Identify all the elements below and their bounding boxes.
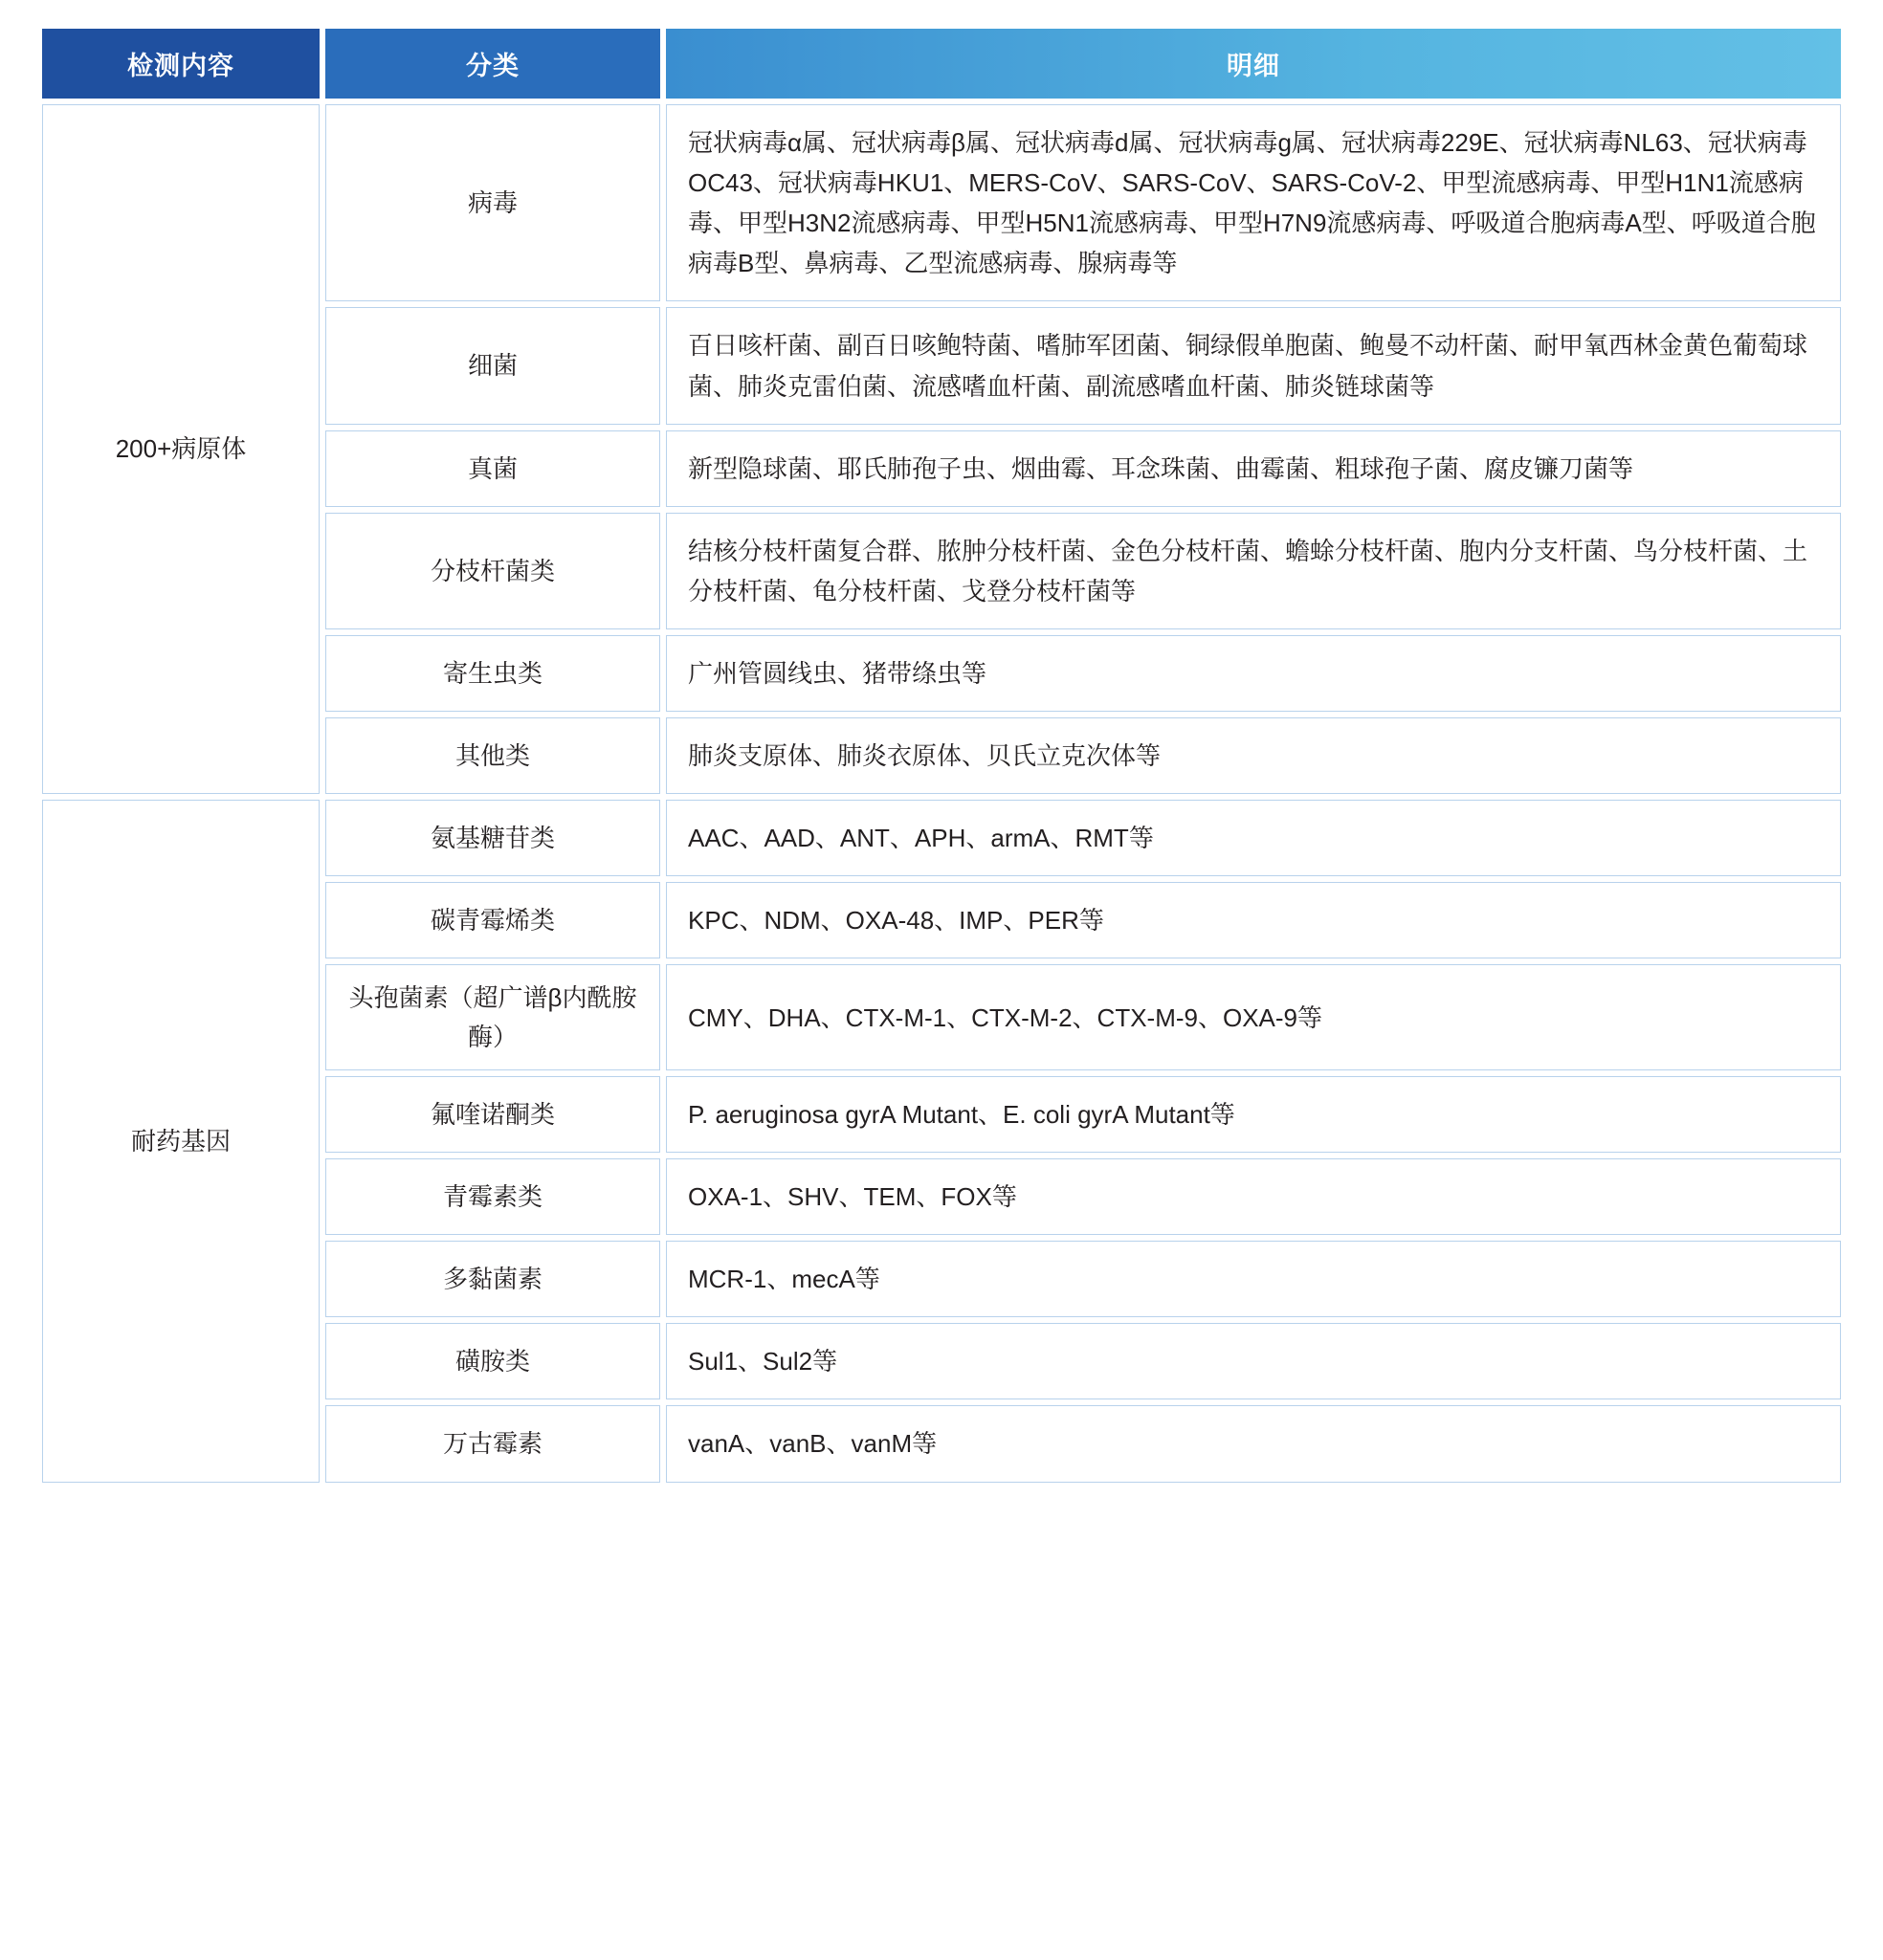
detail-cell: AAC、AAD、ANT、APH、armA、RMT等: [666, 800, 1841, 876]
detail-cell: 肺炎支原体、肺炎衣原体、贝氏立克次体等: [666, 717, 1841, 794]
category-cell: 真菌: [325, 430, 660, 507]
category-cell: 病毒: [325, 104, 660, 301]
category-cell: 其他类: [325, 717, 660, 794]
group-label-pathogens: 200+病原体: [42, 104, 320, 794]
detail-cell: 结核分枝杆菌复合群、脓肿分枝杆菌、金色分枝杆菌、蟾蜍分枝杆菌、胞内分支杆菌、鸟分枝杆菌、土分枝杆菌、龟分枝杆菌、戈登分枝杆菌等: [666, 513, 1841, 629]
table-row: [42, 800, 1841, 876]
category-cell: 万古霉素: [325, 1405, 660, 1482]
category-cell: 氨基糖苷类: [325, 800, 660, 876]
detail-cell: CMY、DHA、CTX-M-1、CTX-M-2、CTX-M-9、OXA-9等: [666, 964, 1841, 1070]
category-cell: 碳青霉烯类: [325, 882, 660, 958]
table-body: [42, 104, 1841, 1483]
detail-cell: 百日咳杆菌、副百日咳鲍特菌、嗜肺军团菌、铜绿假单胞菌、鲍曼不动杆菌、耐甲氧西林金黄色葡萄球菌、肺炎克雷伯菌、流感嗜血杆菌、副流感嗜血杆菌、肺炎链球菌等: [666, 307, 1841, 424]
category-cell: 青霉素类: [325, 1158, 660, 1235]
table-header-row: [42, 29, 1841, 99]
table-row: [42, 104, 1841, 301]
table-header: [42, 29, 1841, 99]
category-cell: 氟喹诺酮类: [325, 1076, 660, 1153]
header-details: 明细: [666, 29, 1841, 99]
detail-cell: KPC、NDM、OXA-48、IMP、PER等: [666, 882, 1841, 958]
header-detection-content: 检测内容: [42, 29, 320, 99]
detail-cell: vanA、vanB、vanM等: [666, 1405, 1841, 1482]
category-cell: 头孢菌素（超广谱β内酰胺酶）: [325, 964, 660, 1070]
category-cell: 多黏菌素: [325, 1241, 660, 1317]
detail-cell: OXA-1、SHV、TEM、FOX等: [666, 1158, 1841, 1235]
detail-cell: 冠状病毒α属、冠状病毒β属、冠状病毒d属、冠状病毒g属、冠状病毒229E、冠状病毒NL63、冠状病毒OC43、冠状病毒HKU1、MERS-CoV、SARS-CoV、SARS-CoV-2、甲型流感病毒、甲型H1N1流感病毒、甲型H3N2流感病毒、甲型H5N1流感病毒、甲型H7N9流感病毒、呼吸道合胞病毒A型、呼吸道合胞病毒B型、鼻病毒、乙型流感病毒、腺病毒等: [666, 104, 1841, 301]
group-label-resistance-genes: 耐药基因: [42, 800, 320, 1482]
pathogen-detection-table: [36, 23, 1847, 1488]
detail-cell: MCR-1、mecA等: [666, 1241, 1841, 1317]
detail-cell: 新型隐球菌、耶氏肺孢子虫、烟曲霉、耳念珠菌、曲霉菌、粗球孢子菌、腐皮镰刀菌等: [666, 430, 1841, 507]
header-category: 分类: [325, 29, 660, 99]
detail-cell: Sul1、Sul2等: [666, 1323, 1841, 1399]
category-cell: 寄生虫类: [325, 635, 660, 712]
category-cell: 磺胺类: [325, 1323, 660, 1399]
category-cell: 细菌: [325, 307, 660, 424]
category-cell: 分枝杆菌类: [325, 513, 660, 629]
detail-cell: 广州管圆线虫、猪带绦虫等: [666, 635, 1841, 712]
detail-cell: P. aeruginosa gyrA Mutant、E. coli gyrA Mutant等: [666, 1076, 1841, 1153]
